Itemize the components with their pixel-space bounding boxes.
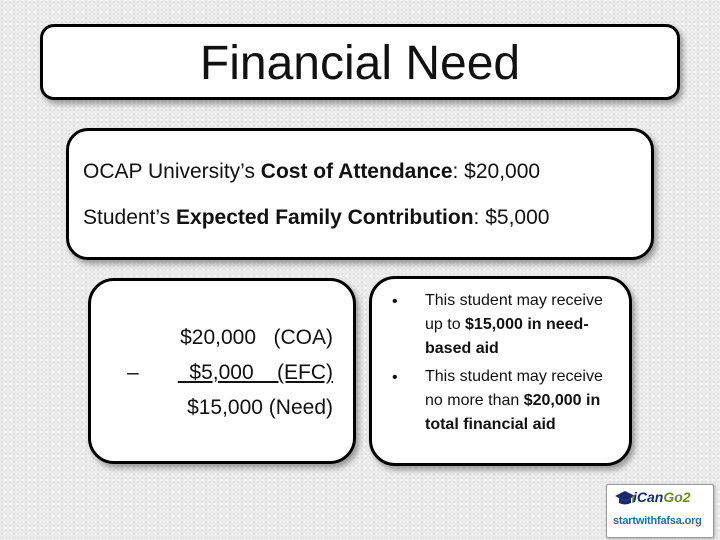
note-text: This student may receive up to xyxy=(425,292,603,333)
note-bold: $20,000 in total financial aid xyxy=(425,392,601,433)
note-bold: $15,000 in need-based aid xyxy=(425,316,589,357)
coa-prefix: OCAP University’s xyxy=(83,160,261,183)
coa-label: Cost of Attendance xyxy=(260,160,453,183)
efc-prefix: Student’s xyxy=(83,206,177,229)
cost-info-panel xyxy=(66,128,654,260)
note-text: This student may receive no more than xyxy=(425,368,603,409)
logo-wordmark xyxy=(633,489,691,505)
slide-title: Financial Need xyxy=(199,37,521,90)
calculation-panel xyxy=(88,278,356,464)
notes-panel xyxy=(369,276,632,466)
bullet-icon: • xyxy=(392,369,398,386)
cost-of-attendance-line xyxy=(83,159,540,185)
logo-brand-part2: Go2 xyxy=(663,489,691,505)
coa-value: : $20,000 xyxy=(452,160,541,183)
calc-need-line: $15,000 (Need) xyxy=(187,396,333,419)
logo-brand-part1: iCan xyxy=(633,489,664,505)
calc-efc-line: $5,000 (EFC) xyxy=(177,361,333,384)
minus-sign: – xyxy=(127,361,139,384)
note-total-aid xyxy=(425,365,625,437)
graduation-cap-icon xyxy=(615,489,635,507)
calc-coa-line: $20,000 (COA) xyxy=(180,326,333,349)
efc-line xyxy=(83,205,549,231)
logo-url: startwithfafsa.org xyxy=(613,515,702,527)
efc-label: Expected Family Contribution xyxy=(176,206,474,229)
bullet-icon: • xyxy=(392,293,398,310)
icango2-logo xyxy=(606,484,714,538)
note-need-based-aid xyxy=(425,289,625,361)
efc-value: : $5,000 xyxy=(473,206,550,229)
title-panel xyxy=(40,24,680,100)
